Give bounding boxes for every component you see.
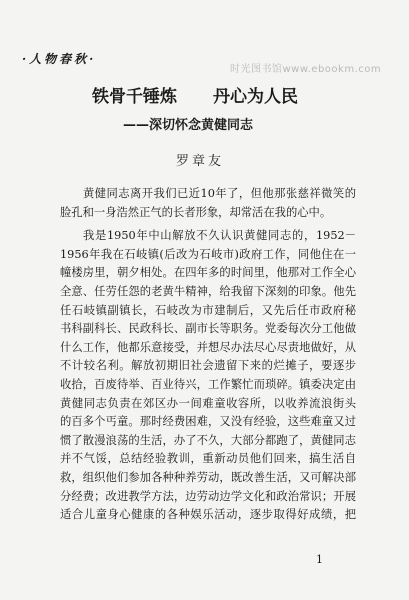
title-part-2: 丹心为人民 [213, 87, 298, 107]
article-author: 罗章友 [176, 154, 225, 169]
text-line: 救，组织他们参加各种种养劳动，既改善生活，又可解决部 [60, 470, 356, 484]
paragraph-2 [60, 227, 356, 525]
text-line: 全意、任劳任怨的老黄牛精神，给我留下深刻的印象。他先 [60, 284, 356, 298]
article-subtitle: ——深切怀念黄健同志 [123, 118, 254, 133]
column-label: ·人物春秋· [22, 52, 97, 66]
text-line: 分经费；改进教学方法，边劳动边学文化和政治常识；开展 [60, 489, 356, 503]
text-line: 不计较名利。解放初期旧社会遗留下来的烂摊子，要逐步 [60, 359, 356, 373]
watermark: 时光图书馆www.ebookm.com [230, 64, 382, 75]
text-line: 黄健同志离开我们已近10年了，但他那张慈祥微笑的 [83, 187, 356, 200]
article-body [60, 185, 356, 525]
text-line: 脸孔和一身浩然正气的长者形象，却常活在我的心中。 [60, 205, 332, 219]
text-line: 惯了散漫浪荡的生活，办了不久，大部分都跑了，黄健同志 [60, 433, 356, 447]
text-line: 黄健同志负责在郊区办一间难童收容所，以收养流浪街头 [60, 396, 356, 410]
text-line: 收拾，百废待举、百业待兴，工作繁忙而琐碎。镇委决定由 [60, 377, 356, 391]
article-title [92, 82, 298, 107]
text-line: 任石岐镇副镇长，石岐改为市建制后，又先后任市政府秘 [60, 303, 356, 317]
paragraph-1 [60, 185, 356, 222]
text-line: 幢楼房里，朝夕相处。在四年多的时间里，他那对工作全心 [60, 266, 356, 280]
text-line: 的百多个丐童。那时经费困难，又没有经验，这些难童又过 [60, 415, 356, 429]
title-part-1: 铁骨千锤炼 [92, 87, 177, 107]
text-line: 书科副科长、民政科长、副市长等职务。党委每次分工他做 [60, 322, 356, 336]
text-line: 1956年我在石岐镇(后改为石岐市)政府工作，同他住在一 [60, 247, 356, 261]
text-line: 我是1950年中山解放不久认识黄健同志的，1952－ [83, 229, 356, 243]
page-number: 1 [316, 553, 323, 566]
text-line: 什么工作，他都乐意接受，并想尽办法尽心尽责地做好，从 [60, 340, 356, 354]
text-line: 并不气馁，总结经验教训，重新动员他们回来，搞生活自 [60, 452, 356, 466]
text-line: 适合儿童身心健康的各种娱乐活动，逐步取得好成绩，把 [60, 508, 356, 522]
